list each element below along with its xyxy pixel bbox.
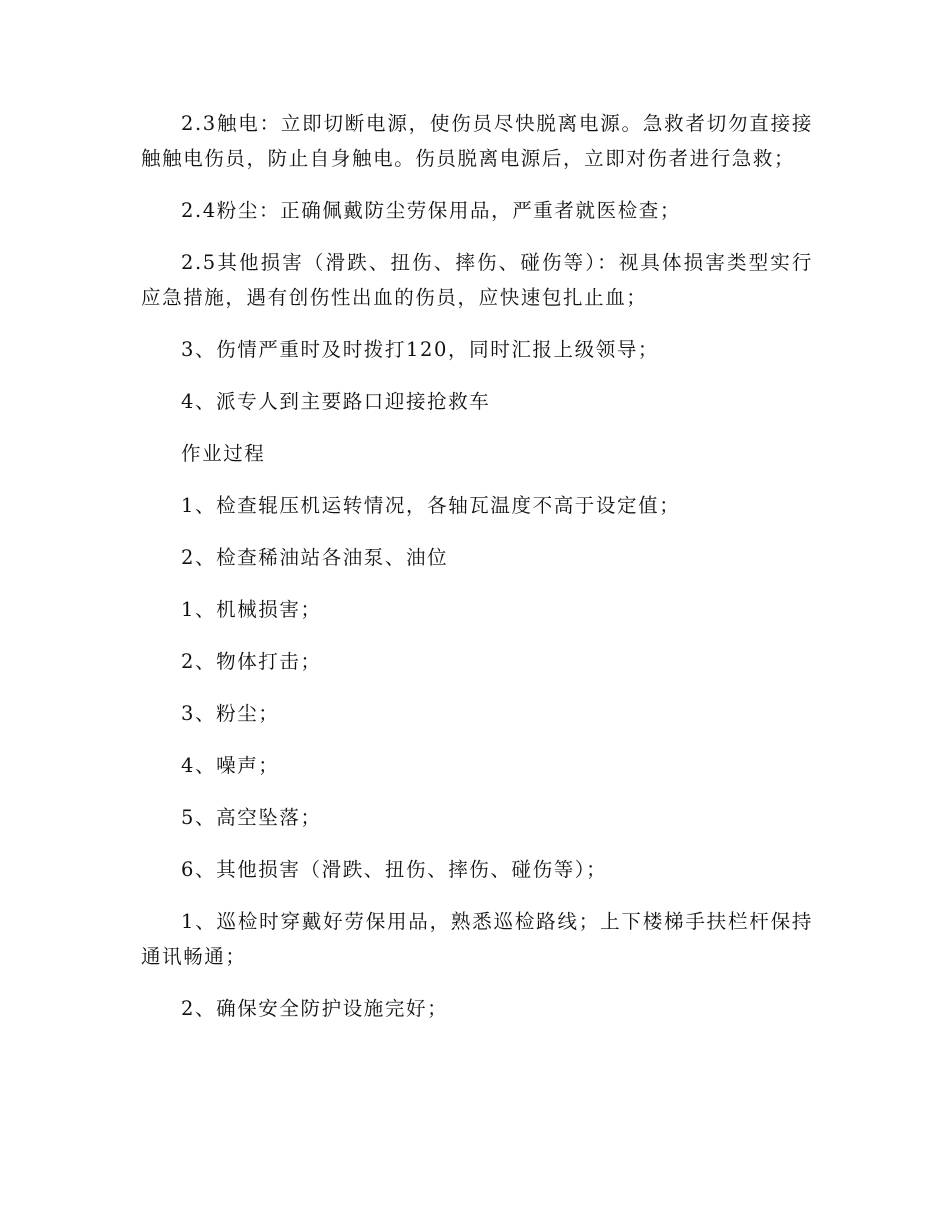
paragraph-call-120: 3、伤情严重时及时拨打120，同时汇报上级领导； [181, 338, 660, 361]
hazard-item-fall: 5、高空坠落； [181, 806, 322, 829]
paragraph-other-injury: 2.5其他损害（滑跌、扭伤、摔伤、碰伤等）：视具体损害类型实行应急措施，遇有创伤性出血的伤员，应快速包扎止血； [141, 251, 813, 309]
paragraph-electric-shock: 2.3触电：立即切断电源，使伤员尽快脱离电源。急救者切勿直接接触触电伤员，防止自身触电。伤员脱离电源后，立即对伤者进行急救； [141, 112, 813, 170]
measure-item-protection: 2、确保安全防护设施完好； [181, 997, 449, 1020]
hazard-item-dust: 3、粉尘； [181, 702, 280, 725]
section-heading-work-process: 作业过程 [181, 442, 266, 465]
paragraph-meet-ambulance: 4、派专人到主要路口迎接抢救车 [181, 390, 491, 413]
hazard-item-noise: 4、噪声； [181, 754, 280, 777]
document-body [141, 106, 813, 1043]
paragraph-dust: 2.4粉尘：正确佩戴防尘劳保用品，严重者就医检查； [181, 199, 682, 222]
hazard-item-object-strike: 2、物体打击； [181, 650, 322, 673]
measure-item-inspection: 1、巡检时穿戴好劳保用品，熟悉巡检路线；上下楼梯手扶栏杆保持通讯畅通； [141, 910, 813, 968]
hazard-item-mechanical: 1、机械损害； [181, 598, 322, 621]
paragraph-check-roller-press: 1、检查辊压机运转情况，各轴瓦温度不高于设定值； [181, 494, 681, 517]
hazard-item-other: 6、其他损害（滑跌、扭伤、摔伤、碰伤等）； [181, 858, 608, 881]
paragraph-check-oil-station: 2、检查稀油站各油泵、油位 [181, 546, 449, 569]
